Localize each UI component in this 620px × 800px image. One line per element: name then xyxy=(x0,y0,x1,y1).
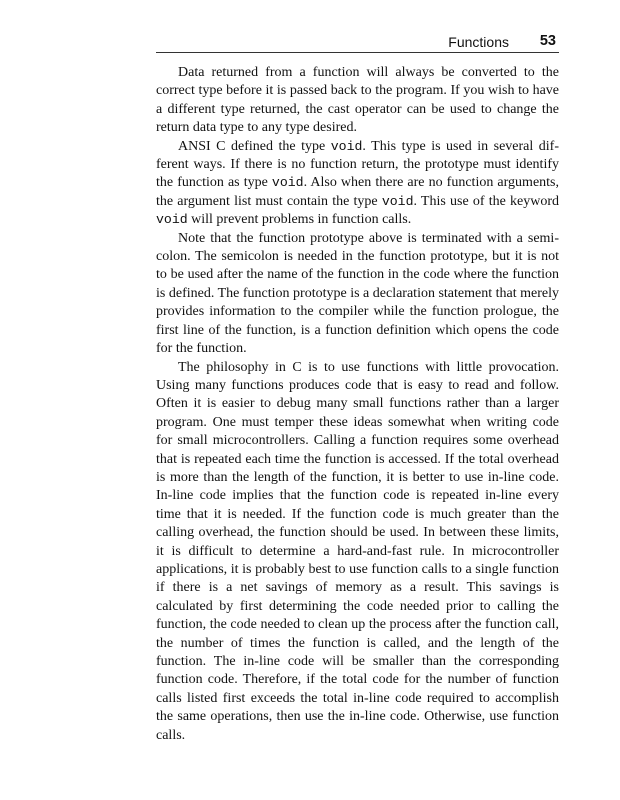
text-run: . This use of the keyword xyxy=(413,193,559,209)
body-text xyxy=(156,64,559,745)
page-number: 53 xyxy=(539,33,556,49)
paragraph-function-philosophy: The philosophy in C is to use functions with little provocation. Using many functions produces code that is easy to read and follow. Often it is easier to debug many small functions rather than a larger program. One must temper these ideas somewhat when writing code for small microcontrollers. Calling a function requires some overhead that is repeated each time the function is accessed. If the total overhead is more than the length of the function, it is better to use in-line code. In-line code implies that the function code is repeated in-line every time that it is needed. If the function code is much greater than the calling overhead, the function should be used. In between these limits, it is difficult to determine a hard-and-fast rule. In microcontroller applications, it is probably best to use function calls to a single function if there is a net savings of memory as a result. This savings is calculated by first determining the code needed prior to calling the function, the code needed to clean up the process after the function call, the number of times the function is called, and the length of the function. The in-line code will be smaller than the corresponding function code. Therefore, if the total code for the number of function calls listed first exceeds the total in-line code required to accomplish the same operations, then use the in-line code. Otherwise, use function calls. xyxy=(156,359,559,743)
code-keyword-void: void xyxy=(156,212,188,228)
text-run: will prevent problems in function calls. xyxy=(187,212,412,228)
paragraph-prototype-semicolon: Note that the function prototype above is terminated with a semicolon. The semicolon is needed in the function prototype, but it is not to be used after the name of the function in the code where the function is defined. The function prototype is a declaration statement that merely provides information to the compiler while the function prologue, the first line of the function, is a function definition which opens the code for the function. xyxy=(156,230,559,357)
paragraph-void-type xyxy=(156,138,559,230)
text-run: . Also when there are no function arguments, the argument list must contain the type xyxy=(156,175,559,209)
code-keyword-void: void xyxy=(330,138,363,154)
text-run: . This type is used in several different ways. If there is no function return, the prototype must identify the function as type xyxy=(156,138,559,191)
chapter-title: Functions xyxy=(448,34,509,50)
code-keyword-void: void xyxy=(271,175,304,191)
code-keyword-void: void xyxy=(381,193,414,209)
text-run: ANSI C defined the type xyxy=(178,138,331,154)
running-header xyxy=(156,30,559,53)
paragraph-return-types: Data returned from a function will always be converted to the correct type before it is passed back to the program. If you wish to have a different type returned, the cast operator can be used to change the return data type to any type desired. xyxy=(156,65,559,136)
